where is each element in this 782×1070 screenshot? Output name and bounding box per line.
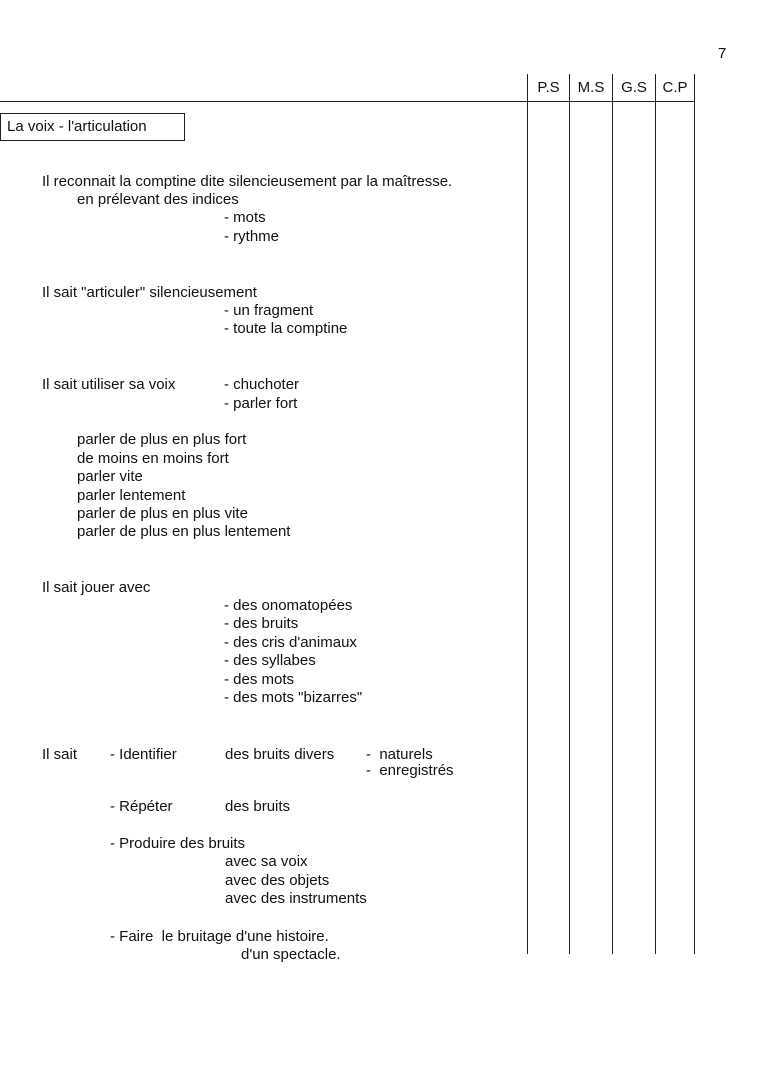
column-divider <box>527 74 528 954</box>
skill-item: - des mots <box>224 671 295 688</box>
skill-line: parler lentement <box>77 487 186 504</box>
skill-item: avec des instruments <box>225 890 367 907</box>
column-divider <box>569 74 570 954</box>
skill-item: - des cris d'animaux <box>224 634 357 651</box>
skill-item: avec des objets <box>225 872 330 889</box>
column-header-ps: P.S <box>537 79 560 96</box>
skill-item: - naturels <box>366 746 433 763</box>
skill-item: avec sa voix <box>225 853 308 870</box>
skill-line: parler de plus en plus vite <box>77 505 248 522</box>
skill-line: Il sait <box>42 746 78 763</box>
skill-line: Il reconnait la comptine dite silencieusement par la maîtresse. <box>42 173 453 190</box>
column-header-ms: M.S <box>577 79 605 96</box>
skill-line: de moins en moins fort <box>77 450 229 467</box>
column-header-gs: G.S <box>621 79 647 96</box>
skill-item: - un fragment <box>224 302 314 319</box>
skill-item: - des mots "bizarres" <box>224 689 363 706</box>
column-header-cp: C.P <box>662 79 688 96</box>
skill-item: - enregistrés <box>366 762 454 779</box>
page-number: 7 <box>718 45 727 62</box>
skill-line: des bruits divers <box>225 746 335 763</box>
skill-item: - toute la comptine <box>224 320 348 337</box>
section-title: La voix - l'articulation <box>0 113 185 141</box>
skill-item: - des bruits <box>224 615 299 632</box>
skill-item: - rythme <box>224 228 280 245</box>
skill-line: - Répéter <box>110 798 173 815</box>
skill-line: Il sait jouer avec <box>42 579 151 596</box>
skill-item: - parler fort <box>224 395 298 412</box>
skill-line: - Faire le bruitage d'une histoire. <box>110 928 329 945</box>
skill-line: en prélevant des indices <box>77 191 239 208</box>
skill-line: parler de plus en plus fort <box>77 431 247 448</box>
skill-line: des bruits <box>225 798 291 815</box>
skill-item: - des onomatopées <box>224 597 353 614</box>
skill-line: Il sait utiliser sa voix <box>42 376 176 393</box>
skill-line: parler de plus en plus lentement <box>77 523 291 540</box>
skill-item: - mots <box>224 209 266 226</box>
skill-line: d'un spectacle. <box>241 946 341 963</box>
skill-line: - Identifier <box>110 746 177 763</box>
header-rule <box>0 101 695 102</box>
skill-line: Il sait "articuler" silencieusement <box>42 284 257 301</box>
skill-item: - chuchoter <box>224 376 300 393</box>
skill-line: - Produire des bruits <box>110 835 246 852</box>
column-divider <box>612 74 613 954</box>
column-divider <box>694 74 695 954</box>
skill-line: parler vite <box>77 468 143 485</box>
skill-item: - des syllabes <box>224 652 316 669</box>
column-divider <box>655 74 656 954</box>
